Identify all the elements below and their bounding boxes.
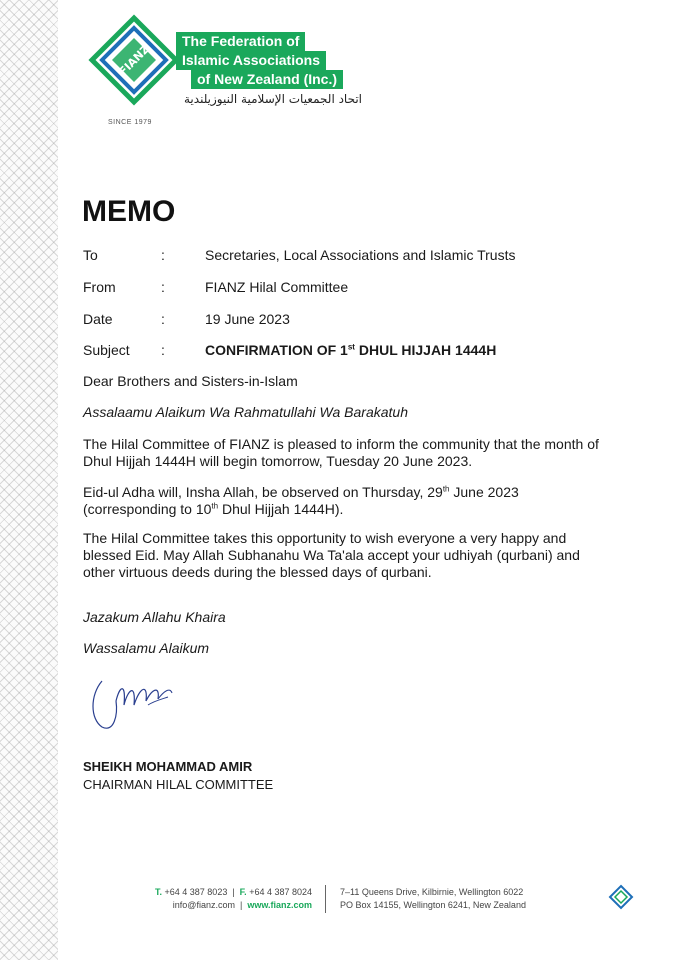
closing-wassalamu: Wassalamu Alaikum xyxy=(83,640,210,656)
decorative-border xyxy=(0,0,58,960)
signatory-name: SHEIKH MOHAMMAD AMIR xyxy=(83,759,253,774)
tel-number: +64 4 387 8023 xyxy=(162,887,228,897)
memo-title: MEMO xyxy=(82,195,176,228)
tel-label: T. xyxy=(155,887,163,897)
closing-jazakum: Jazakum Allahu Khaira xyxy=(83,609,226,625)
para2-ordinal-2: th xyxy=(211,501,219,511)
subject-text-post: DHUL HIJJAH 1444H xyxy=(354,342,497,358)
to-value: Secretaries, Local Associations and Islamic Trusts xyxy=(205,247,516,263)
footer-email[interactable]: info@fianz.com xyxy=(172,900,235,910)
para2-part-b: June 2023 (corresponding to 10 xyxy=(83,484,519,517)
address-line-2: PO Box 14155, Wellington 6241, New Zealand xyxy=(340,900,526,910)
diamond-logo-icon xyxy=(608,884,634,910)
footer-contact xyxy=(100,886,312,912)
paragraph-announcement: The Hilal Committee of FIANZ is pleased to inform the community that the month of Dhul Hijjah 1444H will begin tomorrow, Tuesday 20 June 2023. xyxy=(83,436,599,469)
subject-ordinal: st xyxy=(347,342,355,352)
footer-divider xyxy=(325,885,326,913)
address-line-1: 7–11 Queens Drive, Kilbirnie, Wellington 6022 xyxy=(340,887,524,897)
footer-address xyxy=(340,886,526,912)
logo-arabic-name: اتحاد الجمعيات الإسلامية النيوزيلندية xyxy=(184,92,363,106)
from-label: From xyxy=(83,279,116,295)
to-colon: : xyxy=(161,247,165,263)
paragraph-wishes: The Hilal Committee takes this opportunity to wish everyone a very happy and blessed Eid. May Allah Subhanahu Wa Ta'ala accept your udhiyah (qurbani) and other virtuous deeds during the blessed days of qurbani. xyxy=(83,530,580,580)
fax-number: +64 4 387 8024 xyxy=(246,887,312,897)
para2-part-a: Eid-ul Adha will, Insha Allah, be observed on Thursday, 29 xyxy=(83,484,443,500)
date-value: 19 June 2023 xyxy=(205,311,290,327)
subject-label: Subject xyxy=(83,342,130,358)
fianz-logo-icon xyxy=(88,14,180,106)
logo-line-3: of New Zealand (Inc.) xyxy=(191,70,343,89)
subject-value xyxy=(205,342,496,358)
subject-text-pre: CONFIRMATION OF 1 xyxy=(205,342,348,358)
since-label: SINCE 1979 xyxy=(108,119,152,126)
footer-phone-line: T. +64 4 387 8023 | F. +64 4 387 8024 xyxy=(155,887,312,897)
from-value: FIANZ Hilal Committee xyxy=(205,279,349,295)
handwritten-signature xyxy=(88,675,198,735)
date-label: Date xyxy=(83,311,113,327)
greeting: Dear Brothers and Sisters-in-Islam xyxy=(83,373,298,389)
to-label: To xyxy=(83,247,98,263)
date-colon: : xyxy=(161,311,165,327)
para2-part-c: Dhul Hijjah 1444H). xyxy=(218,501,344,517)
paragraph-eid-date xyxy=(83,484,613,518)
logo-line-1: The Federation of xyxy=(176,32,305,51)
from-colon: : xyxy=(161,279,165,295)
salaam: Assalaamu Alaikum Wa Rahmatullahi Wa Barakatuh xyxy=(83,404,409,420)
logo-mark-text: FIANZ xyxy=(116,42,153,79)
subject-colon: : xyxy=(161,342,165,358)
logo-line-2: Islamic Associations xyxy=(176,51,326,70)
para2-ordinal-1: th xyxy=(442,484,450,494)
footer-web-line: info@fianz.com | www.fianz.com xyxy=(172,900,312,910)
signatory-title: CHAIRMAN HILAL COMMITTEE xyxy=(83,777,274,792)
footer-website[interactable]: www.fianz.com xyxy=(247,900,312,910)
fax-label: F. xyxy=(239,887,247,897)
